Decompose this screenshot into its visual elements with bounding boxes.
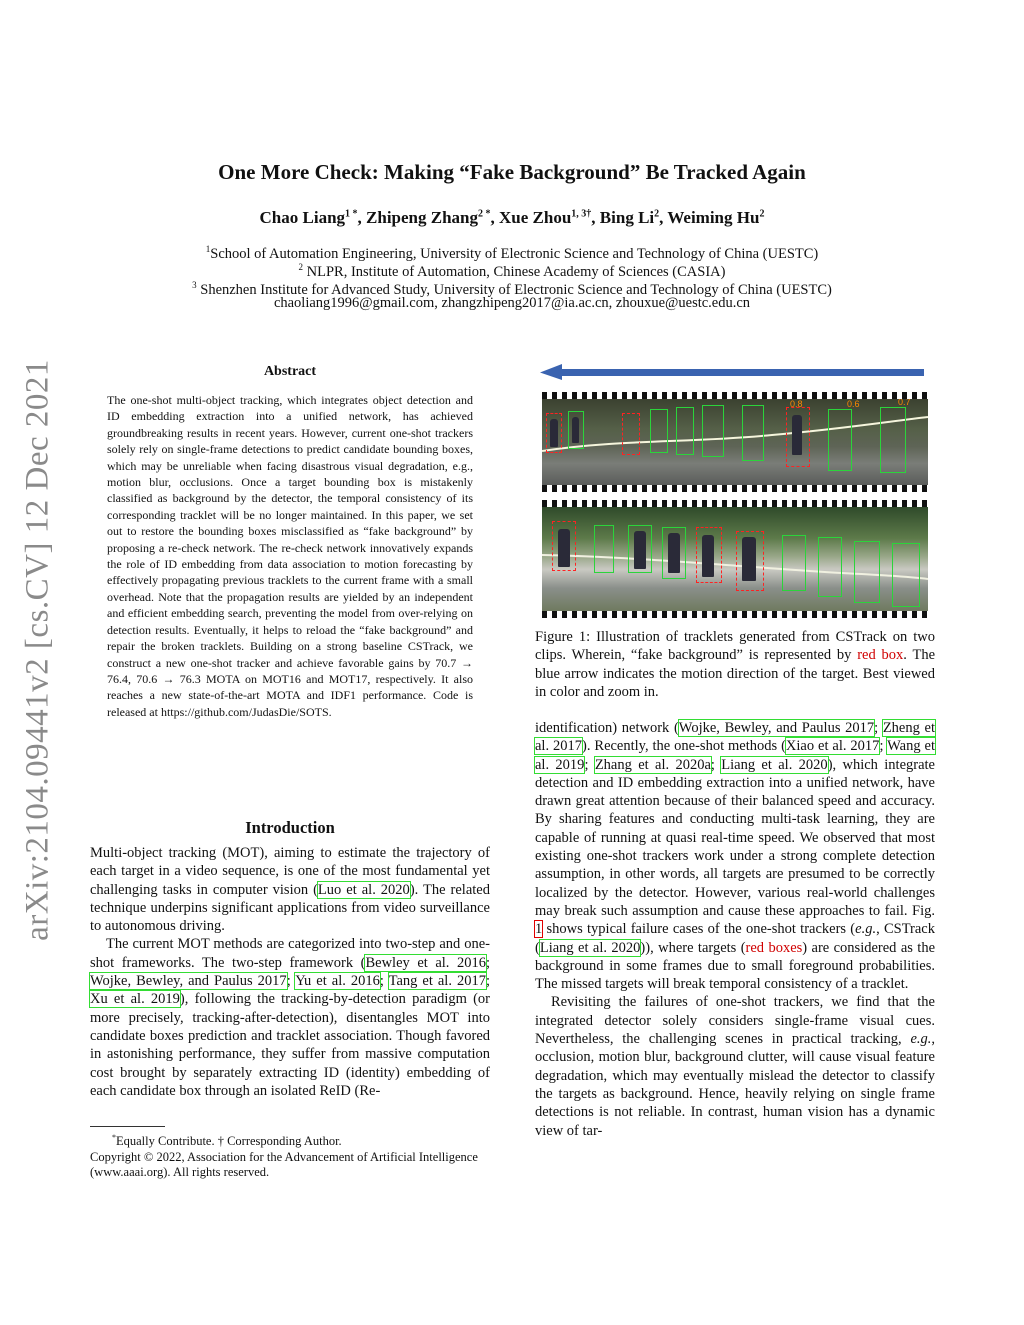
- right-column-text: [535, 719, 935, 1140]
- arxiv-identifier: arXiv:2104.09441v2 [cs.CV] 12 Dec 2021: [19, 359, 56, 941]
- abstract-heading: Abstract: [263, 364, 317, 379]
- abstract-body: The one-shot multi-object tracking, which integrates object detection and ID embedding extraction into a unified network, has achieved groundbreaking results in recent years. However, current one-shot trackers solely rely on single-frame detections to predict candidate bounding boxes, which may be unreliable when facing disastrous visual degradation, e.g., motion blur, occlusions. Once a target bounding box is mistakenly classified as background by the detector, the temporal consistency of its corresponding tracklet will be no longer maintained. In this paper, we set out to restore the bounding boxes misclassified as “fake background” by proposing a re-check network. The re-check network innovatively expands the role of ID embedding from data association to motion forecasting by effectively propagating previous tracklets to the current frame with a small overhead. Note that the propagation results are yielded by an independent and efficient embedding search, preventing the model from over-relying on detection results. Eventually, it helps to reload the “fake background” and repair the broken tracklets. Building on a strong baseline CSTrack, we construct a new one-shot tracker and achieve favorable gains by 70.7 → 76.4, 70.6 → 76.3 MOTA on MOT16 and MOT17, respectively. It also reaches a new state-of-the-art MOTA and IDF1 performance. Code is released at https://github.com/JudasDie/SOTS.: [107, 393, 473, 719]
- citation-link[interactable]: Zheng et al. 2017: [535, 720, 935, 755]
- arxiv-sidebar: [8, 350, 68, 950]
- citation-link[interactable]: Wang et al. 2019: [535, 738, 935, 773]
- body-paragraph-2: Revisiting the failures of one-shot trackers, we find that the integrated detector solely considers single-frame visual cues. Nevertheless, the challenging scenes in practical tracking, e.g., occlusion, motion blur, background clutter, will cause visual feature degradation, which may eventually mislead the detector to classify the targets as background. Hence, heavily relying on single frame detections is not reliable. In contrast, human vision has a dynamic view of tar-: [535, 994, 935, 1139]
- introduction-heading: Introduction: [245, 818, 335, 837]
- intro-paragraph-1: Multi-object tracking (MOT), aiming to estimate the trajectory of each target in a video sequence, is one of the most fundamental yet challenging tasks in computer vision (Luo et al. 2020). The related technique underpins significant applications from video surveillance to autonomous driving.: [90, 845, 490, 935]
- figure-1-caption: Figure 1: Illustration of tracklets generated from CSTrack on two clips. Wherein, “fake background” is represented by red box. The blue arrow indicates the motion direction of the target. Best viewed in color and zoom in.: [535, 629, 936, 700]
- author-mark: 2 *: [478, 208, 491, 220]
- citation-link[interactable]: Yu et al. 2016: [295, 973, 380, 990]
- citation-link[interactable]: Wojke, Bewley, and Paulus 2017: [90, 973, 287, 990]
- author-emails: chaoliang1996@gmail.com, zhangzhipeng2017@ia.ac.cn, zhouxue@uestc.edu.cn: [273, 295, 751, 311]
- body-paragraph-1: identification) network (Wojke, Bewley, and Paulus 2017; Zheng et al. 2017). Recently, the one-shot methods (Xiao et al. 2017; Wang et al. 2019; Zhang et al. 2020a; Liang et al. 2020), which integrate detection and ID embedding extraction into a unified network, have drawn great attention because of their balanced speed and accuracy. By sharing features and conducting multi-task learning, they are capable of running at quasi real-time speed. We observed that most existing one-shot trackers work under a strong complete detection assumption, in other words, all targets are presumed to be correctly localized by the detector. However, various real-world challenges may break such assumption and cause these approaches to fail. Fig. 1 shows typical failure cases of the one-shot trackers (e.g., CSTrack (Liang et al. 2020)), where targets (red boxes) are considered as the background in some frames due to small foreground probabilities. The missed targets will break temporal consistency of a tracklet.: [535, 720, 936, 993]
- affiliation-2: $^2$ NLPR, Institute of Automation, Chinese Academy of Sciences (CASIA): [298, 262, 726, 280]
- affiliation-1: $^1$School of Automation Engineering, University of Electronic Science and Technology of China (UESTC): [205, 244, 819, 262]
- citation-link[interactable]: Luo et al. 2020: [317, 881, 410, 898]
- citation-link[interactable]: Liang et al. 2020: [721, 756, 828, 773]
- citation-link[interactable]: Tang et al. 2017: [388, 973, 486, 990]
- citation-link[interactable]: Liang et al. 2020: [539, 939, 641, 956]
- citation-link[interactable]: Xu et al. 2019: [90, 991, 180, 1008]
- citation-link[interactable]: Xiao et al. 2017: [785, 738, 880, 755]
- author-mark: 2: [759, 208, 765, 220]
- figure-reference-link[interactable]: 1: [535, 921, 543, 938]
- citation-link[interactable]: Wojke, Bewley, and Paulus 2017: [678, 720, 875, 736]
- author-name: Chao Liang: [259, 208, 346, 227]
- author-list: Chao Liang$^{1 *}$, Zhipeng Zhang$^{2 *}$, Xue Zhou$^{1, 3\dagger}$, Bing Li$^2$, Weiming Hu$^2$: [259, 208, 765, 227]
- author-mark: 1 *: [345, 208, 358, 220]
- detection-score: 0.7: [898, 399, 911, 407]
- intro-paragraph-2: The current MOT methods are categorized into two-step and one-shot frameworks. The two-step framework (Bewley et al. 2016; Wojke, Bewley, and Paulus 2017; Yu et al. 2016; Tang et al. 2017; Xu et al. 2019), following the tracking-by-detection paradigm (or more precisely, tracking-after-detection), disentangles MOT into candidate boxes prediction and tracklet association. Though favored in astonishing performance, they suffer from massive computation cost brought by separately extracting ID (identity) embedding of each candidate box through an isolated ReID (Re-: [90, 936, 491, 1099]
- film-strip-clip-2: [542, 500, 928, 618]
- figure-1: [538, 360, 930, 618]
- citation-link[interactable]: Bewley et al. 2016: [365, 954, 486, 971]
- author-name: Xue Zhou: [499, 208, 572, 227]
- detection-score: 0.8: [790, 399, 803, 409]
- film-strip-clip-1: [542, 392, 928, 492]
- citation-link[interactable]: Zhang et al. 2020a: [594, 756, 711, 773]
- left-column-text: [90, 844, 490, 1100]
- author-name: Bing Li: [599, 208, 655, 227]
- author-mark: 2: [654, 208, 660, 220]
- footnote-rule: [90, 1126, 165, 1127]
- author-mark: 1, 3†: [571, 208, 592, 220]
- affiliation-3: $^3$ Shenzhen Institute for Advanced Study, University of Electronic Science and Technology of China (UESTC): [192, 280, 832, 298]
- author-name: Zhipeng Zhang: [366, 208, 479, 227]
- motion-arrow: [538, 364, 930, 380]
- detection-score: 0.6: [847, 399, 860, 409]
- footnote: *Equally Contribute. † Corresponding Author. Copyright © 2022, Association for the Advancement of Artificial Intelligence (www.aaai.org). All rights reserved.: [90, 1133, 478, 1180]
- paper-title: One More Check: Making “Fake Background” Be Tracked Again: [218, 160, 806, 184]
- author-name: Weiming Hu: [667, 208, 760, 227]
